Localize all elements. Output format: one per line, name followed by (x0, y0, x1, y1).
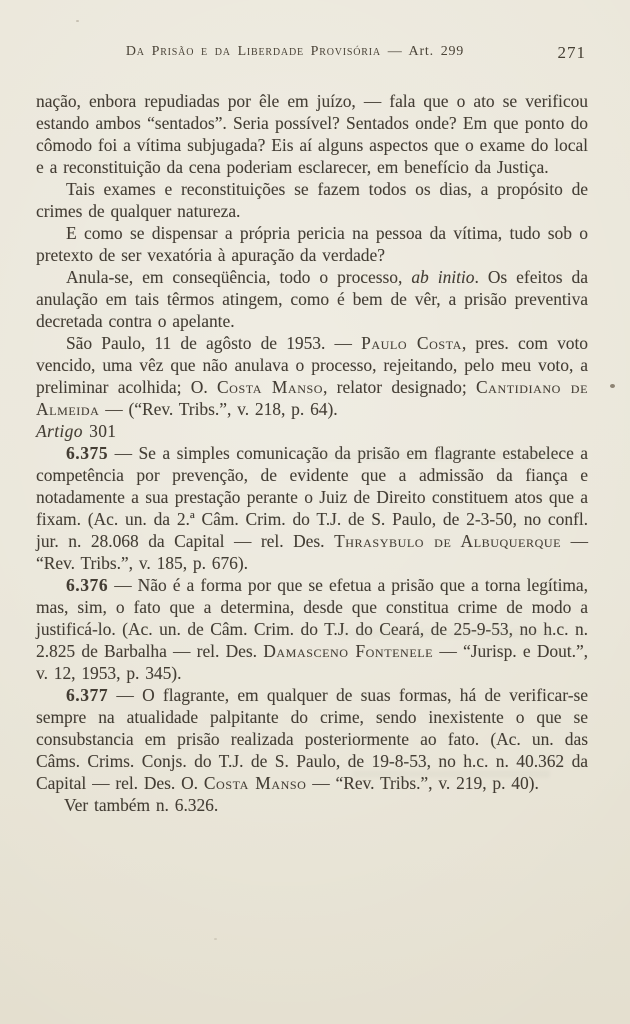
text-segment: . Os efeitos da anulação em tais têrmos atingem, como é bem de vêr, a prisão preventiva decretada contra o apelante. (36, 267, 588, 331)
running-title-article: — Art. 299 (380, 44, 465, 59)
text-segment: — “Rev. Tribs.”, v. 219, p. 40). (306, 773, 539, 793)
paper-speck (76, 20, 79, 22)
page-content (36, 44, 588, 816)
text-segment: — “Jurisp. e Dout.”, v. 12, 1953, p. 345). (36, 641, 589, 683)
running-title-text: Da Prisão e da Liberdade Provisória (125, 44, 381, 59)
text-segment: 301 (89, 421, 117, 441)
paper-speck (610, 384, 615, 388)
text-segment: — Se a simples comunicação da prisão em flagrante estabelece a competência por prevenção, de evidente que a admissão da fiança e notadamente a sua prestação perante o Juiz de Direito constituem atos que a fixam. (Ac. un. da 2.ª Câm. Crim. do T.J. de S. Paulo, de 2-3-50, no confl. jur. n. 28.068 da Capital — rel. Des. (36, 443, 588, 551)
paragraph (36, 574, 588, 684)
text-segment: ab initio (411, 267, 475, 287)
text-segment: — “Rev. Tribs.”, v. 185, p. 676). (36, 531, 588, 573)
text-segment: Paulo Costa (361, 333, 462, 353)
text-segment: 6.375 (66, 443, 109, 463)
text-segment: — (“Rev. Tribs.”, v. 218, p. 64). (99, 399, 338, 419)
text-segment: , relator designado; (323, 377, 476, 397)
page-header (36, 44, 588, 68)
text-segment: Ver também n. 6.326. (64, 795, 219, 815)
section-heading (36, 420, 588, 442)
text-segment: 6.376 (66, 575, 109, 595)
paragraph (36, 684, 588, 794)
paragraph (36, 222, 588, 266)
text-segment: Costa Manso (203, 773, 307, 793)
text-segment: — Não é a forma por que se efetua a prisão que a torna legítima, mas, sim, o fato que a determina, desde que constitua crime de modo a justificá-lo. (Ac. un. de Câm. Crim. do T.J. do Ceará, de 25-9-53, no h.c. n. 2.825 de Barbalha — rel. Des. (36, 575, 588, 661)
text-segment: Artigo (36, 421, 90, 441)
text-segment: , pres. com voto vencido, uma vêz que não anulava o processo, rejeitando, pelo meu voto, a preliminar acolhida; O. (36, 333, 588, 397)
paragraph (36, 178, 588, 222)
text-segment: São Paulo, 11 de agôsto de 1953. — (66, 333, 362, 353)
page-number: 271 (557, 43, 586, 62)
text-segment: nação, enbora repudiadas por êle em juízo, — fala que o ato se verificou estando ambos “sentados”. Seria possível? Sentados onde? Em que ponto do cômodo foi a vítima subjugada? Eis aí alguns aspectos que o exame do local e a reconstituição da cena poderiam esclarecer, em benefício da Justiça. (36, 91, 588, 177)
text-segment: Thrasybulo de Albuquerque (334, 531, 562, 551)
running-title (36, 44, 588, 60)
text-segment: — O flagrante, em qualquer de suas formas, há de verificar-se sempre na atualidade palpitante do crime, sendo inexistente o que se consubstancia em prisão realizada posteriormente ao fato. (Ac. un. das Câms. Crims. Conjs. do T.J. de S. Paulo, de 19-8-53, no h.c. n. 40.362 da Capital — rel. Des. O. (36, 685, 588, 793)
paragraph (36, 332, 588, 420)
paragraph (36, 266, 588, 332)
text-segment: Cantidiano de Almeida (36, 377, 588, 419)
text-segment: E como se dispensar a própria pericia na pessoa da vítima, tudo sob o pretexto de ser vexatória à apuração da verdade? (36, 223, 588, 265)
paper-speck (214, 938, 217, 940)
body-text (36, 90, 588, 816)
text-segment: 6.377 (66, 685, 109, 705)
footnote (36, 794, 588, 816)
text-segment: Tais exames e reconstituições se fazem todos os dias, a propósito de crimes de qualquer natureza. (36, 179, 588, 221)
paragraph (36, 90, 588, 178)
text-segment: Costa Manso (216, 377, 323, 397)
paragraph (36, 442, 588, 574)
text-segment: Anula-se, em conseqüência, todo o processo, (66, 267, 412, 287)
text-segment: Damasceno Fontenele (263, 641, 434, 661)
